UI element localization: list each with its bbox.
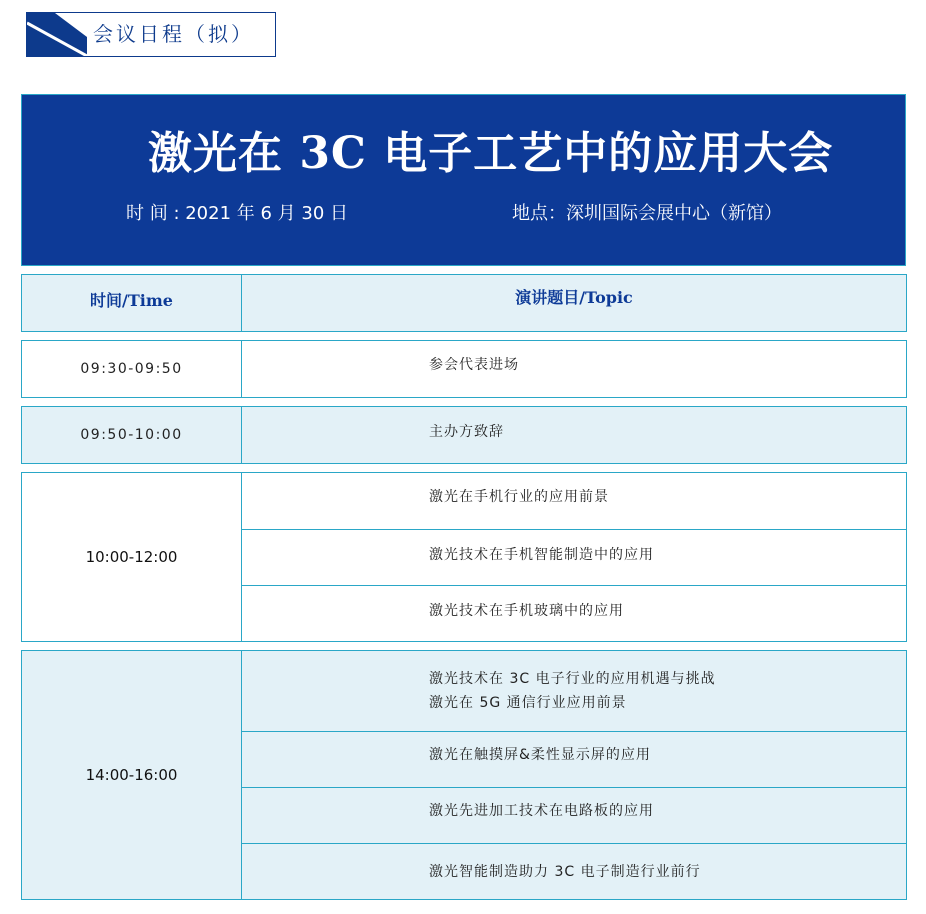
topic-item: 主办方致辞 — [429, 424, 504, 440]
session-topics — [242, 341, 906, 397]
topic-item: 激光技术在手机智能制造中的应用 — [242, 529, 906, 585]
section-tag — [26, 12, 276, 57]
topic-item — [242, 651, 906, 731]
topic-item: 激光先进加工技术在电路板的应用 — [242, 787, 906, 843]
table-row — [21, 650, 907, 900]
col-header-topic-label: 演讲题目/Topic — [515, 288, 633, 307]
topic-item: 激光智能制造助力 3C 电子制造行业前行 — [242, 843, 906, 899]
table-row — [21, 340, 907, 398]
topic-item: 激光技术在手机玻璃中的应用 — [242, 585, 906, 641]
session-topics — [242, 651, 906, 899]
topic-item: 参会代表进场 — [429, 357, 519, 373]
session-topics — [242, 473, 906, 641]
page-title: 激光在 3C 电子工艺中的应用大会 — [148, 128, 834, 179]
table-row — [21, 472, 907, 642]
topic-item: 激光在手机行业的应用前景 — [429, 489, 609, 505]
event-time: 时 间 : 2021 年 6 月 30 日 — [126, 203, 349, 224]
session-time: 09:50-10:00 — [22, 407, 242, 463]
topic-item: 激光在触摸屏&柔性显示屏的应用 — [242, 731, 906, 787]
col-header-time: 时间/Time — [22, 275, 242, 331]
col-header-topic — [242, 275, 906, 331]
topic-line: 激光在 5G 通信行业应用前景 — [429, 695, 627, 711]
tag-corner-icon — [27, 13, 87, 56]
session-time: 09:30-09:50 — [22, 341, 242, 397]
topic-line: 激光技术在 3C 电子行业的应用机遇与挑战 — [429, 671, 716, 687]
session-time: 14:00-16:00 — [22, 651, 242, 899]
header-banner — [21, 94, 906, 266]
table-row — [21, 406, 907, 464]
session-topics — [242, 407, 906, 463]
table-header-row — [21, 274, 907, 332]
event-place: 地点：深圳国际会展中心（新馆） — [512, 203, 782, 224]
section-tag-label: 会议日程（拟） — [93, 22, 254, 46]
session-time: 10:00-12:00 — [22, 473, 242, 641]
